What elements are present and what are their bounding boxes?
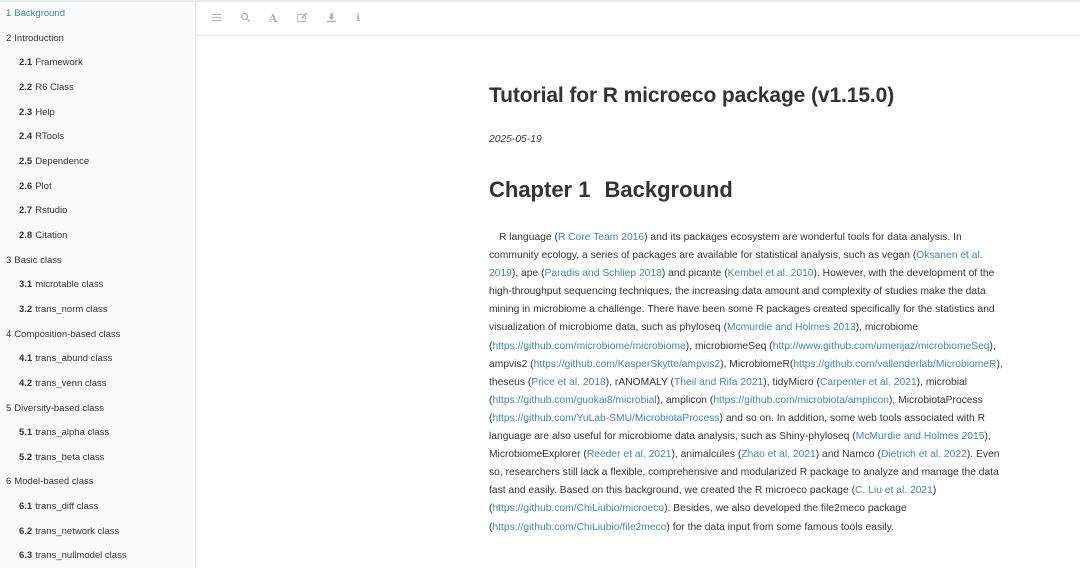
paragraph-text: ), microbial ( (489, 376, 968, 406)
paragraph-text: ), amplicon ( (656, 394, 714, 406)
toc-item-number: 2.7 (19, 205, 33, 217)
toc-item-number: 2 (6, 32, 12, 44)
toc-item-label: trans_network class (35, 525, 120, 537)
paragraph-text: ), MicrobiomeExplorer ( (489, 431, 991, 461)
toc-item-6-3[interactable] (0, 544, 195, 568)
toc-item-2-7[interactable] (0, 199, 195, 224)
paragraph-text: ) and so on. In addition, some web tools associated with R language are also useful for microbiome data analysis, such as Shiny-phyloseq ( (489, 412, 986, 443)
toc-item-number: 4 (6, 328, 12, 340)
paragraph-text: ) for the data input from some famous tools easily. (666, 521, 894, 533)
toc-item-2[interactable] (0, 27, 195, 52)
toc-item-2-1[interactable] (0, 51, 195, 76)
toc-item-label: trans_beta class (35, 451, 105, 463)
reference-link[interactable]: Kembel et al. 2010 (727, 268, 814, 280)
font-icon[interactable]: A (268, 12, 278, 25)
toc-item-label: microtable class (35, 279, 104, 291)
paragraph-text: ) and Namco ( (815, 449, 881, 461)
toc-item-label: trans_norm class (35, 303, 108, 315)
reference-link[interactable]: Price et al. 2018 (531, 376, 606, 388)
paragraph-text: ), ampvis2 ( (489, 340, 996, 370)
toc-item-label: Plot (35, 180, 52, 192)
reference-link[interactable]: https://github.com/guokai8/microbial (492, 394, 657, 406)
reference-link[interactable]: https://github.com/KasperSkytte/ampvis2 (533, 358, 721, 370)
chapter-heading (489, 177, 1004, 203)
toc-item-label: Diversity-based class (14, 402, 105, 414)
toc-item-label: Citation (35, 229, 68, 241)
toc-item-number: 2.4 (19, 131, 33, 143)
toc-item-label: trans_alpha class (35, 427, 110, 439)
toc-item-number: 2.1 (19, 57, 33, 69)
page-title: Tutorial for R microeco package (v1.15.0) (489, 84, 895, 107)
toc-item-label: trans_venn class (35, 377, 107, 389)
toc-item-label: Basic class (14, 254, 62, 266)
toc-item-number: 2.8 (19, 229, 33, 241)
chapter-title: Background (604, 177, 733, 202)
paragraph-text: R language ( (499, 232, 558, 243)
toc-item-5-2[interactable] (0, 446, 195, 471)
menu-icon[interactable] (209, 12, 223, 26)
toc-item-label: Framework (35, 57, 83, 69)
toc-item-label: Introduction (14, 32, 64, 44)
toc-item-number: 3.1 (19, 279, 33, 291)
paragraph-text: ), animalcules ( (671, 449, 742, 461)
reference-link[interactable]: Dietrich et al. 2022 (880, 449, 967, 461)
toc-item-number: 2.2 (19, 81, 33, 93)
reference-link[interactable]: Theil and Rifa 2021 (674, 376, 764, 388)
reference-link[interactable]: C. Liu et al. 2021 (855, 485, 933, 497)
toc-item-number: 4.2 (19, 377, 33, 389)
reference-link[interactable]: Paradis and Schliep 2018 (544, 268, 662, 280)
background-paragraph (489, 229, 1004, 537)
toc-item-number: 2.6 (19, 180, 33, 192)
toc-item-label: trans_diff class (35, 501, 99, 513)
paragraph-text: ), theseus ( (489, 358, 1003, 388)
toc-item-number: 5.2 (19, 451, 33, 463)
paragraph-text: ) and its packages ecosystem are wonderful tools for data analysis. In community ecology, a series of packages are available for statistical analysis, such as vegan ( (489, 232, 962, 262)
toc-item-label: Help (35, 106, 55, 118)
toc-item-label: Dependence (35, 155, 90, 167)
toc-item-number: 3 (6, 254, 12, 266)
toolbar (197, 2, 1080, 36)
main-content (489, 84, 1004, 537)
reference-link[interactable]: Oksanen et al. 2019 (489, 250, 983, 280)
reference-link[interactable]: https://github.com/ChiLiubio/microeco (492, 503, 665, 515)
toc-item-2-5[interactable] (0, 150, 195, 175)
paragraph-text: ). Even so, researchers still lack a flexible, comprehensive and modularized R package to analyze and manage the data fast and easily. Based on this background, we created the R microeco package ( (489, 449, 1000, 497)
toc-item-label: Background (14, 8, 65, 19)
toc-item-label: Composition-based class (14, 328, 121, 340)
toc-item-number: 6.2 (19, 525, 33, 537)
paragraph-text: ). Besides, we also developed the file2meco package ( (489, 503, 907, 533)
reference-link[interactable]: Carpenter et al. 2021 (819, 376, 917, 388)
toc-item-number: 6.3 (19, 550, 33, 562)
toc-item-5-1[interactable] (0, 421, 195, 446)
paragraph-text: ), ape ( (511, 268, 545, 280)
paragraph-text: ), microbiome ( (489, 322, 919, 352)
paragraph-text: ) ( (489, 485, 937, 515)
toc-item-2-8[interactable] (0, 224, 195, 249)
toc-item-label: Model-based class (14, 476, 94, 488)
toc-item-3[interactable] (0, 249, 195, 274)
toc-item-number: 2.3 (19, 106, 33, 118)
toc-item-label: Rstudio (35, 205, 68, 217)
paragraph-text: ), MicrobiomeR( (720, 358, 794, 370)
toc-item-number: 2.5 (19, 155, 33, 167)
reference-link[interactable]: http://www.github.com/umerijaz/microbiomeSeq (772, 340, 990, 352)
publication-date: 2025-05-19 (489, 134, 542, 145)
search-icon[interactable] (238, 12, 252, 26)
toc-item-6-1[interactable] (0, 495, 195, 520)
paragraph-text: ), tidyMicro ( (763, 376, 820, 388)
toc-item-label: RTools (35, 131, 65, 143)
toc-item-5[interactable] (0, 397, 195, 422)
toc-item-number: 1 (6, 8, 12, 19)
paragraph-text: ), MicrobiotaProcess ( (489, 394, 983, 424)
toc-item-number: 4.1 (19, 353, 33, 365)
toc-item-label: trans_abund class (35, 353, 113, 365)
toc-item-2-2[interactable] (0, 76, 195, 101)
toc-item-label: trans_nullmodel class (35, 550, 127, 562)
paragraph-text: ), microbiomeSeq ( (685, 340, 773, 352)
paragraph-text: ). However, with the development of the high-throughput sequencing techniques, the increasing data amount and complexity of studies make the data mining in microbiome a challenge. There have been some R packages created specifically for the statistics and visualization of microbiome data, such as phyloseq ( (489, 268, 995, 334)
toc-item-2-6[interactable] (0, 175, 195, 200)
reference-link[interactable]: https://github.com/ChiLiubio/file2meco (492, 521, 667, 533)
paragraph-text: ), rANOMALY ( (605, 376, 674, 388)
toc-item-label: R6 Class (35, 81, 74, 93)
toc-item-number: 6 (6, 476, 12, 488)
info-icon[interactable]: i (356, 13, 360, 24)
reference-link[interactable]: McMurdie and Holmes 2015 (855, 431, 985, 443)
toc-item-3-2[interactable] (0, 298, 195, 323)
edit-icon[interactable] (295, 12, 309, 26)
reference-link[interactable]: https://github.com/microbiome/microbiome (492, 340, 686, 352)
toc-item-6[interactable] (0, 470, 195, 495)
toc-item-2-3[interactable] (0, 101, 195, 126)
reference-link[interactable]: R Core Team 2016 (557, 232, 645, 243)
table-of-contents (0, 2, 196, 568)
paragraph-text: ) and picante ( (661, 268, 728, 280)
toc-item-4-1[interactable] (0, 347, 195, 372)
reference-link[interactable]: https://github.com/microbiota/amplicon (713, 394, 889, 406)
toc-item-number: 6.1 (19, 501, 33, 513)
reference-link[interactable]: https://github.com/vallenderlab/MicrobiomeR (793, 358, 997, 370)
toc-item-1[interactable] (0, 2, 195, 27)
toc-item-3-1[interactable] (0, 273, 195, 298)
reference-link[interactable]: Reeder et al. 2021 (586, 449, 672, 461)
toc-item-number: 5 (6, 402, 12, 414)
reference-link[interactable]: Mcmurdie and Holmes 2013 (727, 322, 856, 334)
toc-item-4-2[interactable] (0, 372, 195, 397)
toc-item-2-4[interactable] (0, 125, 195, 150)
download-icon[interactable] (324, 12, 338, 26)
toc-item-number: 3.2 (19, 303, 33, 315)
toc-item-4[interactable] (0, 323, 195, 348)
chapter-number: Chapter 1 (489, 177, 591, 202)
toc-item-number: 5.1 (19, 427, 33, 439)
reference-link[interactable]: Zhao et al. 2021 (741, 449, 816, 461)
reference-link[interactable]: https://github.com/YuLab-SMU/MicrobiotaProcess (492, 412, 720, 424)
toc-item-6-2[interactable] (0, 520, 195, 545)
